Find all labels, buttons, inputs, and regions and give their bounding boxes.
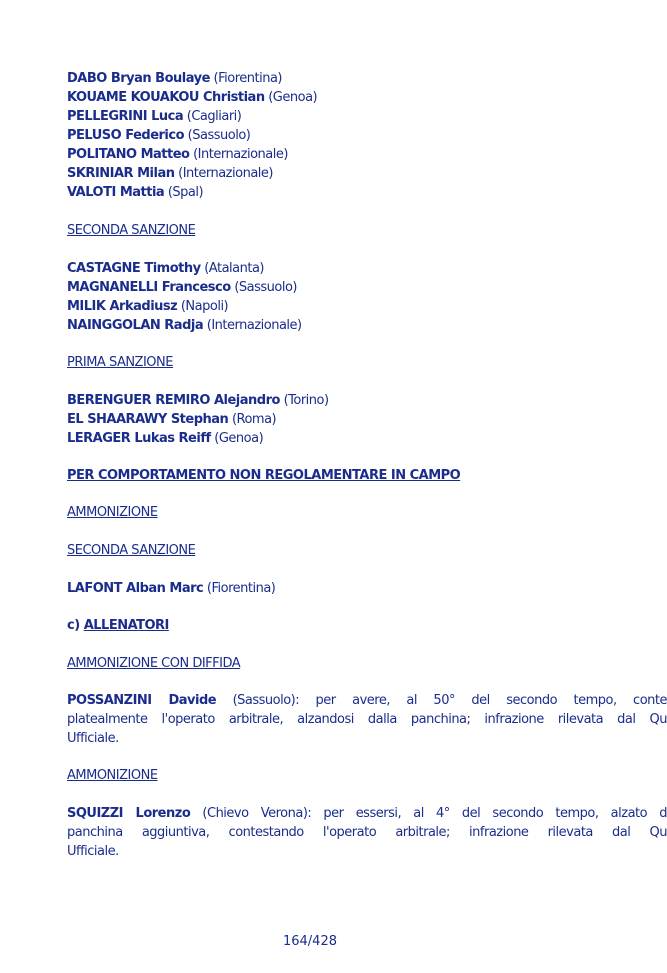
player-name: PELUSO Federico (67, 128, 185, 143)
coach-text: (Chievo Verona): per essersi, al 4° del secondo tempo, alzato d (202, 806, 667, 821)
player-name: NAINGGOLAN Radja (67, 318, 204, 333)
player-entry (67, 579, 275, 598)
section-heading-ammonizione: AMMONIZIONE (67, 505, 158, 520)
player-team: (Sassuolo) (234, 280, 297, 295)
paragraph-line: Ufficiale. (67, 731, 119, 746)
player-name: MAGNANELLI Francesco (67, 280, 231, 295)
player-entry (67, 316, 302, 335)
paragraph-line (67, 804, 667, 823)
player-entry (67, 107, 241, 126)
section-heading-ammonizione: AMMONIZIONE (67, 768, 158, 783)
section-heading-comportamento: PER COMPORTAMENTO NON REGOLAMENTARE IN CAMPO (67, 468, 461, 483)
section-title: ALLENATORI (83, 618, 169, 633)
player-team: (Internazionale) (206, 318, 302, 333)
coach-name: SQUIZZI Lorenzo (67, 806, 191, 821)
section-heading-ammonizione-con-diffida: AMMONIZIONE CON DIFFIDA (67, 656, 241, 671)
player-name: EL SHAARAWY Stephan (67, 412, 229, 427)
section-heading-seconda-sanzione: SECONDA SANZIONE (67, 223, 196, 238)
player-name: POLITANO Matteo (67, 147, 190, 162)
player-name: VALOTI Mattia (67, 185, 165, 200)
player-team: (Internazionale) (178, 166, 273, 181)
player-team: (Napoli) (180, 299, 229, 314)
player-name: PELLEGRINI Luca (67, 109, 184, 124)
player-team: (Sassuolo) (187, 128, 251, 143)
player-name: LERAGER Lukas Reiff (67, 431, 211, 446)
section-heading-seconda-sanzione: SECONDA SANZIONE (67, 543, 196, 558)
player-team: (Roma) (231, 412, 277, 427)
player-team: (Fiorentina) (213, 71, 282, 86)
player-entry (67, 145, 288, 164)
player-entry (67, 429, 263, 448)
player-team: (Atalanta) (204, 261, 264, 276)
player-entry (67, 88, 317, 107)
section-prefix: c) (67, 618, 80, 633)
player-team: (Fiorentina) (206, 581, 276, 596)
player-entry (67, 410, 276, 429)
player-name: KOUAME KOUAKOU Christian (67, 90, 265, 105)
player-name: BERENGUER REMIRO Alejandro (67, 393, 280, 408)
coach-paragraph (67, 804, 667, 861)
player-name: MILIK Arkadiusz (67, 299, 178, 314)
player-team: (Cagliari) (186, 109, 242, 124)
paragraph-line (67, 691, 667, 710)
coach-paragraph (67, 691, 667, 748)
player-entry (67, 297, 228, 316)
player-entry (67, 164, 273, 183)
player-team: (Genoa) (268, 90, 318, 105)
player-entry (67, 126, 250, 145)
coach-text: (Sassuolo): per avere, al 50° del secondo tempo, conte (232, 693, 667, 708)
section-heading-prima-sanzione: PRIMA SANZIONE (67, 355, 173, 370)
player-name: CASTAGNE Timothy (67, 261, 201, 276)
player-team: (Torino) (283, 393, 329, 408)
player-team: (Internazionale) (193, 147, 288, 162)
coach-name: POSSANZINI Davide (67, 693, 217, 708)
paragraph-line: platealmente l'operato arbitrale, alzandosi dalla panchina; infrazione rilevata dal Qu (67, 712, 667, 727)
page-number: 164/428 (282, 934, 337, 949)
player-name: DABO Bryan Boulaye (67, 71, 210, 86)
player-team: (Spal) (167, 185, 204, 200)
player-name: LAFONT Alban Marc (67, 581, 204, 596)
player-entry (67, 391, 329, 410)
player-entry (67, 259, 264, 278)
player-entry (67, 278, 297, 297)
paragraph-line: panchina aggiuntiva, contestando l'operato arbitrale; infrazione rilevata dal Qu (67, 825, 667, 840)
player-name: SKRINIAR Milan (67, 166, 175, 181)
paragraph-line: Ufficiale. (67, 844, 119, 859)
player-entry (67, 183, 203, 202)
player-team: (Genoa) (214, 431, 264, 446)
player-entry (67, 69, 282, 88)
section-heading-allenatori (67, 616, 169, 635)
